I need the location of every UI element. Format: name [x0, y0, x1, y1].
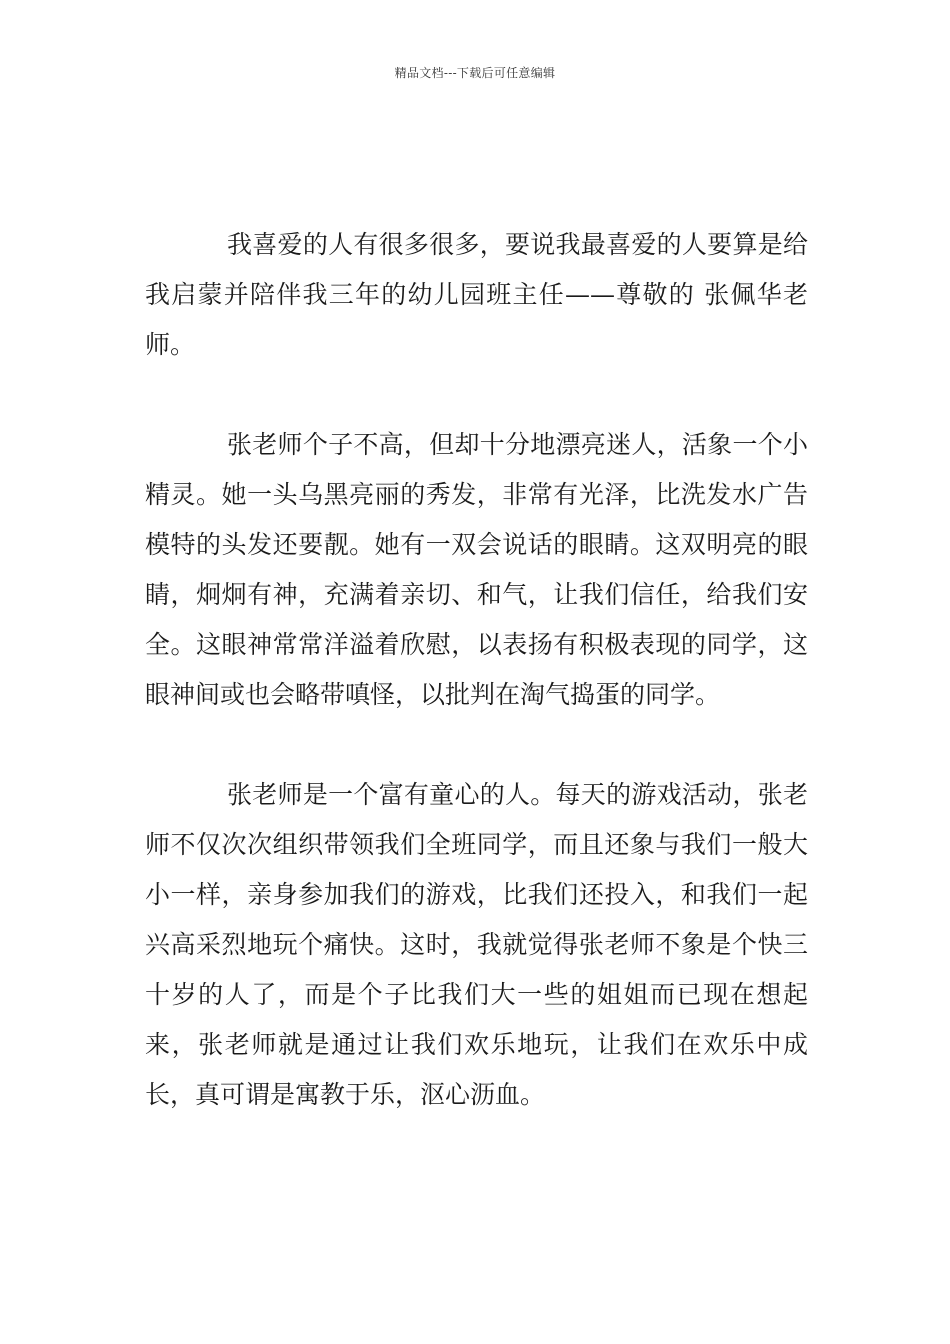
document-body [145, 220, 808, 1120]
paragraph-2: 张老师个子不高，但却十分地漂亮迷人，活象一个小精灵。她一头乌黑亮丽的秀发，非常有光泽，比洗发水广告模特的头发还要靓。她有一双会说话的眼睛。这双明亮的眼睛，炯炯有神，充满着亲切、和气，让我们信任，给我们安全。这眼神常常洋溢着欣慰，以表扬有积极表现的同学，这眼神间或也会略带嗔怪，以批判在淘气捣蛋的同学。 [145, 430, 808, 709]
page-header: 精品文档---下载后可任意编辑 [394, 66, 556, 80]
paragraph-3: 张老师是一个富有童心的人。每天的游戏活动，张老师不仅次次组织带领我们全班同学，而且还象与我们一般大小一样，亲身参加我们的游戏，比我们还投入，和我们一起兴高采烈地玩个痛快。这时，我就觉得张老师不象是个快三十岁的人了，而是个子比我们大一些的姐姐而已现在想起来，张老师就是通过让我们欢乐地玩，让我们在欢乐中成长，真可谓是寓教于乐，沤心沥血。 [145, 780, 808, 1109]
paragraph-1: 我喜爱的人有很多很多，要说我最喜爱的人要算是给我启蒙并陪伴我三年的幼儿园班主任——尊敬的 张佩华老师。 [145, 230, 808, 359]
